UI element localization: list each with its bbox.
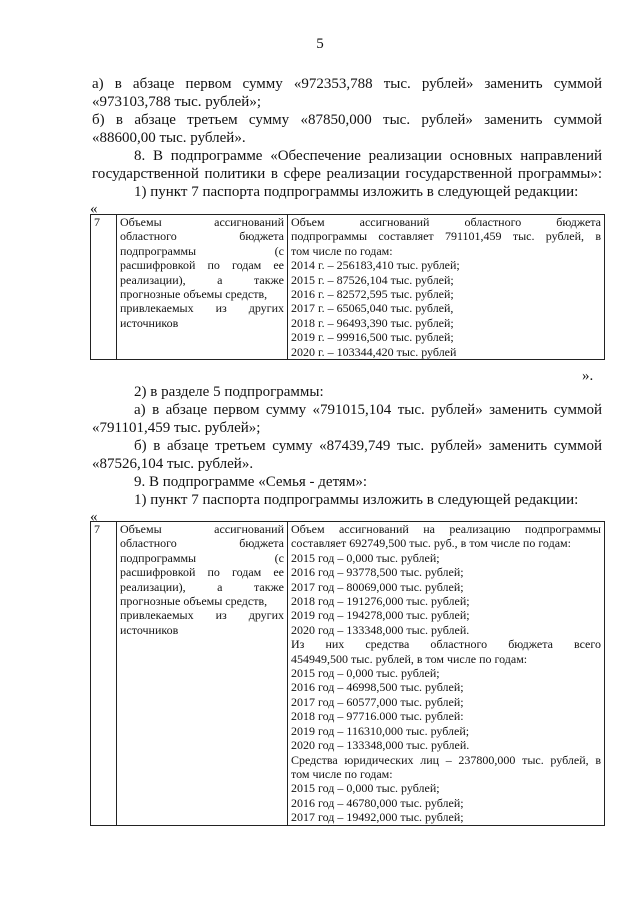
passport-table-2 — [90, 521, 605, 826]
table-right-cell: Объем ассигнований на реализацию подпрограммы составляет 692749,500 тыс. руб., в том числе по годам: 2015 год – 0,000 тыс. рублей; 2016 год – 93778,500 тыс. рублей; 2017 год – 80069,000 тыс. рублей; 2018 год – 191276,000 тыс. рублей; 2019 год – 194278,000 тыс. рублей; 2020 год – 133348,000 тыс. рублей. Из них средства областного бюджета всего 454949,500 тыс. рублей, в том числе по годам: 2015 год – 0,000 тыс. рублей; 2016 год – 46998,500 тыс. рублей; 2017 год – 60577,000 тыс. рублей; 2018 год – 97716.000 тыс. рублей: 2019 год – 116310,000 тыс. рублей; 2020 год – 133348,000 тыс. рублей. Средства юридических лиц – 237800,000 тыс. рублей, в том числе по годам: 2015 год – 0,000 тыс. рублей; 2016 год – 46780,000 тыс. рублей; 2017 год – 19492,000 тыс. рублей; — [288, 522, 605, 826]
table-left-cell: Объемы ассигнований областного бюджета подпрограммы (с расшифровкой по годам ее реализации), а также прогнозные объемы средств, привлекаемых из других источников — [117, 522, 288, 826]
paragraph-line: 9. В подпрограмме «Семья - детям»: — [134, 474, 367, 490]
page-number: 5 — [316, 36, 324, 52]
table-right-cell: Объем ассигнований областного бюджета подпрограммы составляет 791101,459 тыс. рублей, в том числе по годам: 2014 г. – 256183,410 тыс. рублей; 2015 г. – 87526,104 тыс. рублей; 2016 г. – 82572,595 тыс. рублей; 2017 г. – 65065,040 тыс. рублей, 2018 г. – 96493,390 тыс. рублей; 2019 г. – 99916,500 тыс. рублей; 2020 г. – 103344,420 тыс. рублей — [288, 215, 605, 360]
paragraph-line: «973103,788 тыс. рублей»; — [92, 94, 261, 110]
row-number: 7 — [91, 215, 117, 360]
table-left-cell: Объемы ассигнований областного бюджета подпрограммы (с расшифровкой по годам ее реализации), а также прогнозные объемы средств, привлекаемых из других источников — [117, 215, 288, 360]
paragraph-line: «791101,459 тыс. рублей»; — [92, 420, 261, 436]
row-number: 7 — [91, 522, 117, 826]
paragraph-line: 2) в разделе 5 подпрограммы: — [134, 384, 324, 400]
paragraph-line: б) в абзаце третьем сумму «87850,000 тыс. рублей» заменить суммой — [92, 112, 602, 128]
paragraph-line: 1) пункт 7 паспорта подпрограммы изложить в следующей редакции: — [134, 492, 579, 508]
close-quote: ». — [582, 368, 594, 384]
paragraph-line: а) в абзаце первом сумму «972353,788 тыс. рублей» заменить суммой — [92, 76, 602, 92]
table-row — [91, 215, 605, 360]
open-quote: « — [90, 201, 98, 217]
paragraph-line: а) в абзаце первом сумму «791015,104 тыс. рублей» заменить суммой — [134, 402, 602, 418]
table-row — [91, 522, 605, 826]
paragraph-line: 1) пункт 7 паспорта подпрограммы изложить в следующей редакции: — [134, 184, 579, 200]
paragraph-line: 8. В подпрограмме «Обеспечение реализации основных направлений — [134, 148, 602, 164]
passport-table-1 — [90, 214, 605, 360]
paragraph-line: государственной политики в сфере реализации государственной программы»: — [92, 166, 602, 182]
paragraph-line: «88600,00 тыс. рублей». — [92, 130, 246, 146]
paragraph-line: «87526,104 тыс. рублей». — [92, 456, 254, 472]
paragraph-line: б) в абзаце третьем сумму «87439,749 тыс. рублей» заменить суммой — [134, 438, 602, 454]
open-quote: « — [90, 509, 98, 525]
